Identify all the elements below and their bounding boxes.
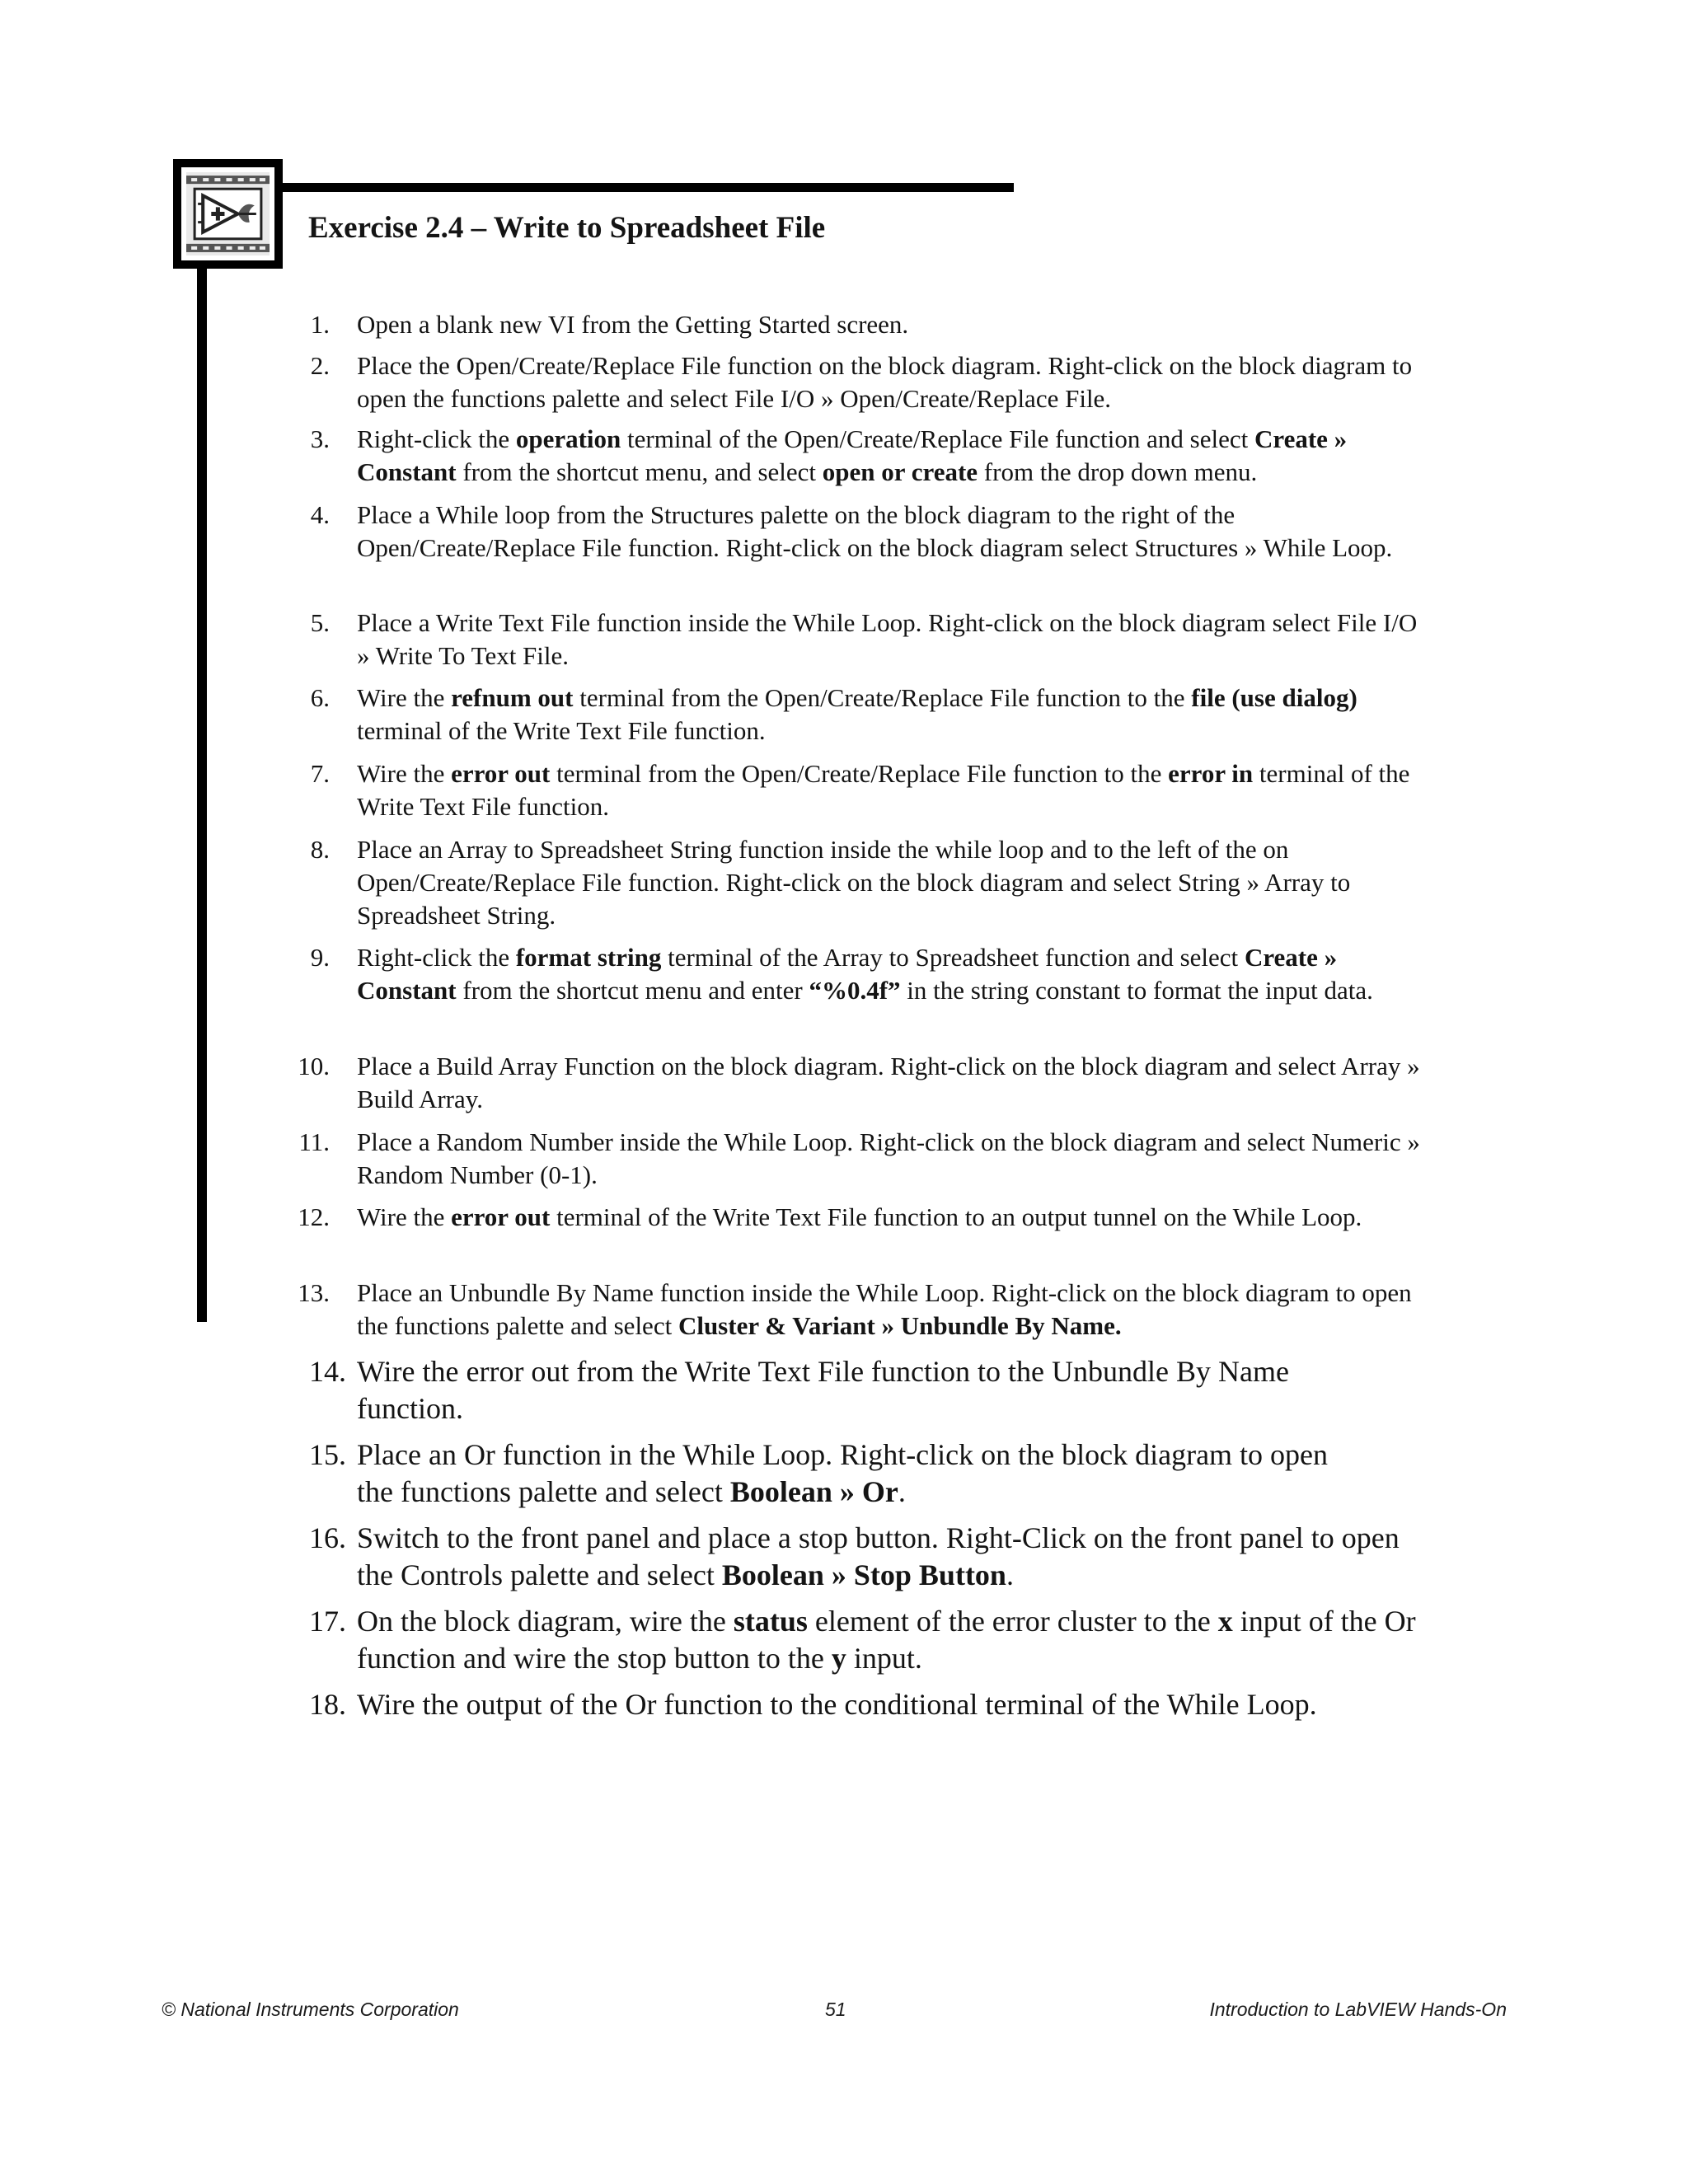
- text-run: terminal of the Write Text File function.: [357, 716, 766, 745]
- footer-book-title: Introduction to LabVIEW Hands-On: [1209, 1999, 1507, 2020]
- text-run: Switch to the front panel and place a stop button. Right-Click on the front panel to open the Controls palette and select: [357, 1521, 1400, 1591]
- text-run: terminal of the Write Text File function to an output tunnel on the While Loop.: [550, 1202, 1362, 1231]
- section-rule-left: [197, 265, 207, 1322]
- text-run: terminal of the Array to Spreadsheet function and select: [661, 943, 1245, 972]
- bold-term: Boolean » Stop Button: [721, 1558, 1006, 1591]
- step-number: 6.: [310, 683, 330, 712]
- text-run: Right-click the: [357, 424, 516, 453]
- text-run: from the drop down menu.: [978, 457, 1258, 486]
- bold-term: file (use dialog): [1191, 683, 1357, 712]
- bold-term: operation: [515, 424, 621, 453]
- text-run: terminal from the Open/Create/Replace File function to the: [573, 683, 1192, 712]
- step-text: [357, 1277, 1420, 1343]
- step-number: 8.: [310, 835, 330, 864]
- text-run: terminal from the Open/Create/Replace File function to the: [550, 759, 1169, 788]
- text-run: terminal of the Open/Create/Replace File function and select: [621, 424, 1254, 453]
- text-run: Place a Build Array Function on the block diagram. Right-click on the block diagram and select Array » Build Array.: [357, 1052, 1420, 1113]
- text-run: input of the Or function and wire the stop button to the: [357, 1605, 1416, 1675]
- text-run: On the block diagram, wire the: [357, 1605, 734, 1638]
- bold-term: Boolean » Or: [729, 1475, 898, 1508]
- text-run: input.: [846, 1642, 922, 1675]
- step-number: 12.: [298, 1202, 330, 1231]
- text-run: Place a Write Text File function inside the While Loop. Right-click on the block diagram select File I/O » Write To Text File.: [357, 608, 1418, 670]
- step-text: [357, 1353, 1346, 1427]
- bold-term: refnum out: [451, 683, 574, 712]
- exercise-title: Exercise 2.4 – Write to Spreadsheet File: [308, 211, 826, 245]
- step-text: [357, 1201, 1420, 1234]
- text-run: element of the error cluster to the: [807, 1605, 1218, 1638]
- bold-term: x: [1217, 1605, 1233, 1638]
- text-run: Wire the: [357, 683, 452, 712]
- step-number: 15.: [309, 1438, 346, 1471]
- step-number: 14.: [309, 1355, 346, 1388]
- bold-term: “%0.4f”: [809, 976, 901, 1005]
- bold-term: open or create: [822, 457, 978, 486]
- text-run: Place a Random Number inside the While Loop. Right-click on the block diagram and select Numeric » Random Number (0-1).: [357, 1127, 1420, 1189]
- section-rule-top: [202, 183, 1014, 192]
- step-number: 2.: [310, 351, 330, 380]
- bold-term: format string: [515, 943, 662, 972]
- text-run: Right-click the: [357, 943, 516, 972]
- step-text: [357, 833, 1420, 932]
- text-run: in the string constant to format the input data.: [900, 976, 1373, 1005]
- step-number: 11.: [298, 1127, 330, 1156]
- labview-vi-icon: [173, 159, 283, 269]
- bold-term: y: [831, 1642, 846, 1675]
- step-text: [357, 1603, 1428, 1677]
- text-run: Wire the: [357, 1202, 452, 1231]
- footer-copyright: © National Instruments Corporation: [162, 1999, 459, 2020]
- text-run: Open a blank new VI from the Getting Started screen.: [357, 310, 909, 339]
- step-number: 10.: [298, 1052, 330, 1080]
- bold-term: Create » Constant: [357, 943, 1338, 1005]
- step-number: 17.: [309, 1605, 346, 1638]
- step-text: [357, 941, 1420, 1007]
- step-number: 1.: [310, 310, 330, 339]
- text-run: Place an Unbundle By Name function inside the While Loop. Right-click on the block diagram to open the functions palette and select: [357, 1278, 1412, 1340]
- step-number: 7.: [310, 759, 330, 788]
- bold-term: error in: [1168, 759, 1254, 788]
- step-number: 18.: [309, 1688, 346, 1721]
- step-text: [357, 757, 1420, 823]
- bold-term: Cluster & Variant » Unbundle By Name.: [678, 1311, 1122, 1340]
- bold-term: status: [733, 1605, 808, 1638]
- step-text: [357, 1520, 1428, 1594]
- step-text: [357, 1126, 1420, 1192]
- text-run: terminal of the Write Text File function.: [357, 759, 1410, 821]
- text-run: Wire the: [357, 759, 452, 788]
- bold-term: Create » Constant: [357, 424, 1348, 486]
- step-number: 5.: [310, 608, 330, 637]
- text-run: .: [1006, 1558, 1014, 1591]
- page-number: 51: [825, 1999, 846, 2020]
- bold-term: error out: [451, 759, 551, 788]
- step-number: 3.: [310, 424, 330, 453]
- step-text: [357, 1050, 1420, 1116]
- step-text: [357, 1686, 1428, 1723]
- step-text: [357, 308, 1420, 341]
- step-number: 4.: [310, 500, 330, 529]
- text-run: Wire the error out from the Write Text File function to the Unbundle By Name function.: [357, 1355, 1289, 1425]
- step-text: [357, 349, 1420, 415]
- step-text: [357, 423, 1420, 489]
- step-number: 9.: [310, 943, 330, 972]
- bold-term: error out: [451, 1202, 551, 1231]
- text-run: Place the Open/Create/Replace File function on the block diagram. Right-click on the block diagram to open the functions palette and select File I/O » Open/Create/Replace File.: [357, 351, 1413, 413]
- text-run: Place a While loop from the Structures palette on the block diagram to the right of the Open/Create/Replace File function. Right-click on the block diagram select Structures » While Loop.: [357, 500, 1393, 562]
- text-run: .: [898, 1475, 906, 1508]
- text-run: Wire the output of the Or function to the conditional terminal of the While Loop.: [357, 1688, 1317, 1721]
- text-run: from the shortcut menu and enter: [456, 976, 809, 1005]
- step-text: [357, 607, 1420, 673]
- step-number: 13.: [298, 1278, 330, 1307]
- step-text: [357, 1436, 1346, 1511]
- step-number: 16.: [309, 1521, 346, 1554]
- text-run: from the shortcut menu, and select: [456, 457, 823, 486]
- text-run: Place an Or function in the While Loop. Right-click on the block diagram to open the functions palette and select: [357, 1438, 1329, 1508]
- step-text: [357, 499, 1420, 565]
- step-text: [357, 682, 1420, 748]
- text-run: Place an Array to Spreadsheet String function inside the while loop and to the left of the on Open/Create/Replace File function. Right-click on the block diagram and select String » Array to Spreadsheet String.: [357, 835, 1351, 930]
